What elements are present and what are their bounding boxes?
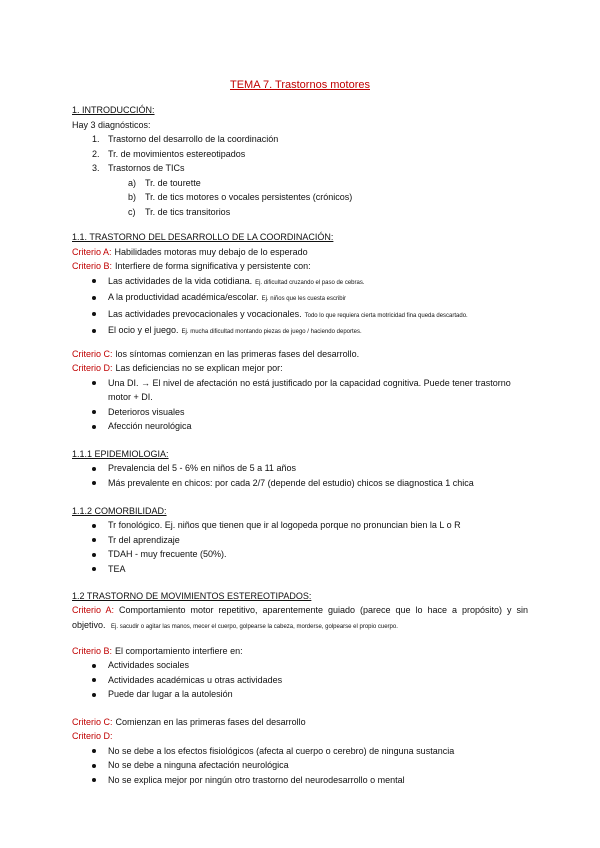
criterio-label: Criterio A: bbox=[72, 605, 114, 615]
bullet-text: Las actividades prevocacionales y vocacionales. bbox=[108, 308, 302, 319]
bullet-icon bbox=[92, 467, 96, 471]
bullet-item bbox=[72, 461, 528, 476]
bullet-text: No se debe a ninguna afectación neurológica bbox=[108, 760, 289, 770]
bullet-item bbox=[72, 744, 528, 759]
bullet-note: Ej. niños que les cuesta escribir bbox=[261, 296, 346, 302]
bullet-text: Tr del aprendizaje bbox=[108, 534, 180, 545]
list-item bbox=[72, 147, 528, 162]
document-title: TEMA 7. Trastornos motores bbox=[230, 79, 370, 91]
bullet-icon bbox=[92, 764, 96, 768]
section-heading-comorbilidad: 1.1.2 COMORBILIDAD: bbox=[72, 505, 167, 516]
criterio-label: Criterio B: bbox=[72, 261, 113, 271]
criterio-label: Criterio D: bbox=[72, 731, 113, 741]
bullet-text: El ocio y el juego. bbox=[108, 325, 179, 335]
sub-list-item-text: Tr. de tics motores o vocales persistentes (crónicos) bbox=[145, 192, 353, 202]
bullet-text: Puede dar lugar a la autolesión bbox=[108, 689, 233, 699]
sub-list-item bbox=[72, 176, 528, 191]
bullet-icon bbox=[92, 749, 96, 753]
sub-list-item-text: Tr. de tics transitorios bbox=[145, 206, 231, 217]
bullet-icon bbox=[92, 279, 96, 283]
sub-list-item bbox=[72, 190, 528, 205]
criterio-text: El comportamiento interfiere en: bbox=[115, 645, 243, 656]
list-item-text: Trastornos de TICs bbox=[108, 163, 185, 173]
section-heading-estereotipados: 1.2 TRASTORNO DE MOVIMIENTOS ESTEREOTIPADOS: bbox=[72, 590, 312, 601]
bullet-note: Ej. mucha dificultad montando piezas de juego / haciendo deportes. bbox=[181, 329, 362, 335]
bullet-icon bbox=[92, 410, 96, 414]
bullet-note: Todo lo que requiera cierta motricidad fina queda descartado. bbox=[304, 312, 468, 319]
bullet-text: Tr fonológico. Ej. niños que tienen que ir al logopeda porque no pronuncian bien la L o R bbox=[108, 520, 461, 530]
criterio-c bbox=[72, 715, 528, 730]
bullet-icon bbox=[92, 693, 96, 697]
section-heading-introduccion: 1. INTRODUCCIÓN: bbox=[72, 105, 155, 115]
bullet-icon bbox=[92, 567, 96, 571]
sub-list-letter: a) bbox=[128, 177, 137, 188]
document-page bbox=[72, 78, 528, 787]
bullet-icon bbox=[92, 678, 96, 682]
bullet-text: Actividades sociales bbox=[108, 660, 190, 670]
section-heading-coordinacion: 1.1. TRASTORNO DEL DESARROLLO DE LA COORDINACIÓN: bbox=[72, 232, 334, 242]
section-heading-epidemiologia: 1.1.1 EPIDEMIOLOGIA: bbox=[72, 448, 169, 459]
list-item bbox=[72, 161, 528, 176]
criterio-label: Criterio A: bbox=[72, 246, 112, 257]
bullet-icon bbox=[92, 329, 96, 333]
bullet-note: Ej. dificultad cruzando el paso de cebras. bbox=[255, 279, 365, 286]
bullet-text: Afección neurológica bbox=[108, 421, 192, 431]
list-number: 2. bbox=[92, 148, 100, 159]
bullet-text: Una DI. → El nivel de afectación no está justificado por la capacidad cognitiva. Puede tener trastorno motor + DI. bbox=[108, 377, 511, 402]
criterio-text: Habilidades motoras muy debajo de lo esperado bbox=[114, 246, 308, 257]
bullet-item bbox=[72, 773, 528, 788]
bullet-item bbox=[72, 419, 528, 434]
bullet-text: Prevalencia del 5 - 6% en niños de 5 a 11 años bbox=[108, 463, 296, 473]
list-number: 1. bbox=[92, 134, 100, 144]
bullet-item bbox=[72, 376, 528, 405]
bullet-item bbox=[72, 562, 528, 577]
sub-list-item-text: Tr. de tourette bbox=[145, 177, 201, 188]
bullet-text: No se debe a los efectos fisiológicos (afecta al cuerpo o cerebro) de ninguna sustancia bbox=[108, 745, 455, 756]
criterio-label: Criterio C: bbox=[72, 716, 113, 727]
criterio-a bbox=[72, 245, 528, 260]
sub-list-item bbox=[72, 205, 528, 220]
bullet-text: Deterioros visuales bbox=[108, 406, 185, 417]
bullet-item bbox=[72, 758, 528, 773]
bullet-item bbox=[72, 687, 528, 702]
bullet-icon bbox=[92, 312, 96, 316]
criterio-text: los síntomas comienzan en las primeras fases del desarrollo. bbox=[115, 348, 360, 359]
bullet-icon bbox=[92, 553, 96, 557]
criterio-label: Criterio D: bbox=[72, 363, 113, 373]
bullet-icon bbox=[92, 381, 96, 385]
criterio-text: Las deficiencias no se explican mejor por: bbox=[115, 363, 283, 373]
bullet-item bbox=[72, 323, 528, 340]
bullet-text: A la productividad académica/escolar. bbox=[108, 292, 259, 302]
criterio-note: Ej. sacudir o agitar las manos, mecer el cuerpo, golpearse la cabeza, morderse, golpearse el propio cuerpo. bbox=[111, 623, 398, 630]
criterio-text: Interfiere de forma significativa y persistente con: bbox=[115, 261, 311, 271]
criterio-d bbox=[72, 361, 528, 376]
list-item-text: Tr. de movimientos estereotipados bbox=[108, 148, 246, 159]
bullet-text: TEA bbox=[108, 563, 126, 574]
criterio-label: Criterio C: bbox=[72, 348, 113, 359]
bullet-item bbox=[72, 274, 528, 291]
criterio-b bbox=[72, 644, 528, 659]
criterio-a bbox=[72, 603, 528, 634]
sub-list-letter: b) bbox=[128, 192, 137, 202]
bullet-item bbox=[72, 518, 528, 533]
list-number: 3. bbox=[92, 163, 100, 173]
intro-lead: Hay 3 diagnósticos: bbox=[72, 119, 151, 130]
bullet-text: TDAH - muy frecuente (50%). bbox=[108, 549, 227, 559]
bullet-item bbox=[72, 533, 528, 548]
bullet-text: No se explica mejor por ningún otro trastorno del neurodesarrollo o mental bbox=[108, 774, 405, 785]
bullet-item bbox=[72, 658, 528, 673]
bullet-item bbox=[72, 476, 528, 491]
bullet-item bbox=[72, 307, 528, 324]
criterio-text: Comportamiento motor repetitivo, aparentemente guiado (parece que lo hace a propósito) y sin objetivo. bbox=[72, 605, 528, 630]
bullet-icon bbox=[92, 524, 96, 528]
bullet-item bbox=[72, 547, 528, 562]
criterio-text: Comienzan en las primeras fases del desarrollo bbox=[115, 716, 306, 727]
bullet-item bbox=[72, 290, 528, 307]
bullet-text: Las actividades de la vida cotidiana. bbox=[108, 275, 253, 286]
bullet-item bbox=[72, 405, 528, 420]
criterio-c bbox=[72, 347, 528, 362]
bullet-icon bbox=[92, 538, 96, 542]
list-item-text: Trastorno del desarrollo de la coordinación bbox=[108, 134, 279, 144]
bullet-text: Actividades académicas u otras actividades bbox=[108, 674, 283, 685]
bullet-item bbox=[72, 673, 528, 688]
sub-list-letter: c) bbox=[128, 206, 136, 217]
bullet-icon bbox=[92, 425, 96, 429]
criterio-b bbox=[72, 259, 528, 274]
bullet-icon bbox=[92, 778, 96, 782]
bullet-icon bbox=[92, 481, 96, 485]
list-item bbox=[72, 132, 528, 147]
bullet-icon bbox=[92, 296, 96, 300]
bullet-icon bbox=[92, 664, 96, 668]
criterio-d bbox=[72, 729, 528, 744]
criterio-label: Criterio B: bbox=[72, 645, 113, 656]
bullet-text: Más prevalente en chicos: por cada 2/7 (depende del estudio) chicos se diagnostica 1 chica bbox=[108, 477, 474, 488]
